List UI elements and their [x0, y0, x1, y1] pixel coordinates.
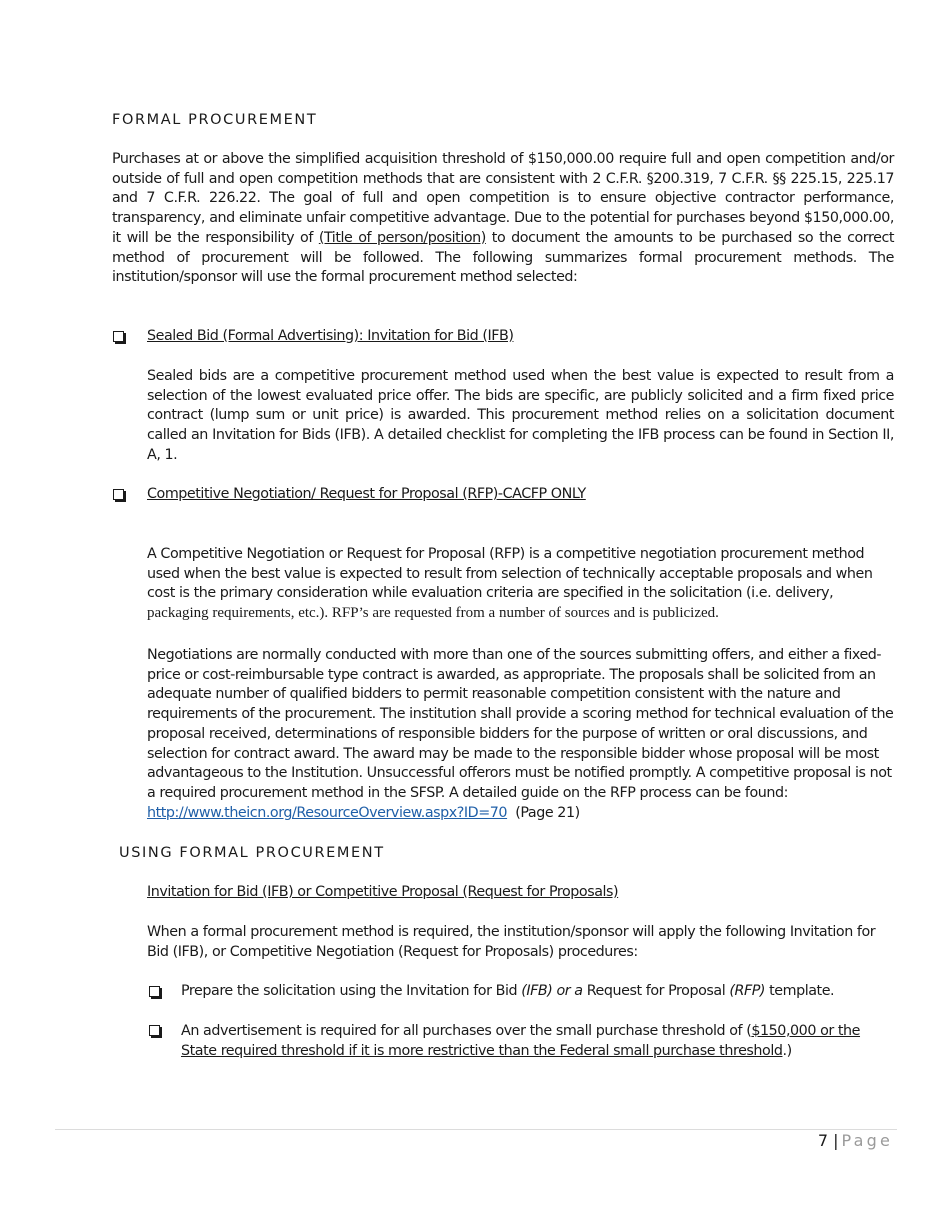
checkbox-icon[interactable]	[113, 331, 124, 342]
page-number: 7	[817, 1131, 830, 1150]
item2-text-c: .)	[782, 1042, 792, 1059]
intro-text-1: Purchases at or above the simplified acquisition threshold of $150,000.00 require full and open competition and/or outside of full and open competition methods that are consistent with 2 C.F.R. §200.319, 7 C.F.R. §§ 225.15, 225.17 and 7 C.F.R. 226.22. The goal of full and open competition is to ensure objective contractor performance, transparency, and eliminate unfair competitive advantage. Due to the potential for purchases beyond $150,000.00, it will be the responsibility of	[112, 151, 894, 246]
procedures-intro: When a formal procurement method is required, the institution/sponsor will apply the following Invitation for Bid (IFB), or Competitive Negotiation (Request for Proposals) procedures:	[147, 924, 876, 960]
item2-threshold-text: $150,000 or the State required threshold if it is more restrictive than the Federal small purchase threshold	[181, 1023, 861, 1059]
page-label: Page	[841, 1131, 893, 1150]
rfp-text-2: packaging requirements, etc.). RFP’s are requested from a number of sources and is publicized.	[147, 605, 719, 622]
item1-text-b: (IFB) or a	[521, 983, 583, 999]
rfp-paragraph-1	[147, 545, 892, 624]
item1-text-e: template.	[765, 983, 835, 999]
ifb-rfp-subtitle: Invitation for Bid (IFB) or Competitive Proposal (Request for Proposals)	[147, 884, 619, 900]
item1-text-a: Prepare the solicitation using the Invitation for Bid	[181, 983, 522, 999]
competitive-negotiation-title: Competitive Negotiation/ Request for Proposal (RFP)-CACFP ONLY	[147, 486, 586, 502]
procedure-item-1	[181, 982, 896, 1002]
section-heading-using-formal-procurement: USING FORMAL PROCUREMENT	[119, 845, 385, 861]
icn-resource-link[interactable]: http://www.theicn.org/ResourceOverview.aspx?ID=70	[147, 804, 508, 821]
checkbox-icon[interactable]	[149, 1025, 160, 1036]
footer-divider	[55, 1129, 897, 1130]
sealed-bid-title: Sealed Bid (Formal Advertising): Invitation for Bid (IFB)	[147, 328, 514, 344]
procedure-item-2	[181, 1022, 896, 1061]
rfp-paragraph-2	[147, 646, 895, 823]
footer-separator: |	[833, 1131, 840, 1150]
item1-text-d: (RFP)	[729, 983, 766, 999]
page-footer	[818, 1131, 893, 1150]
rfp-text-3: Negotiations are normally conducted with more than one of the sources submitting offers, and either a fixed-price or cost-reimbursable type contract is awarded, as appropriate. The proposals shall be solicited from an adequate number of qualified bidders to permit reasonable competition consistent with the nature and requirements of the procurement. The institution shall provide a scoring method for technical evaluation of the proposal received, determinations of responsible bidders for the purpose of written or oral discussions, and selection for contract award. The award may be made to the responsible bidder whose proposal will be most advantageous to the Institution. Unsuccessful offerors must be notified promptly. A competitive proposal is not a required procurement method in the SFSP. A detailed guide on the RFP process can be found:	[147, 647, 894, 801]
checkbox-icon[interactable]	[149, 986, 160, 997]
section-heading-formal-procurement: FORMAL PROCUREMENT	[112, 112, 318, 128]
sealed-bid-paragraph: Sealed bids are a competitive procurement method used when the best value is expected to result from a selection of the lowest evaluated price offer. The bids are specific, are publicly solicited and a firm fixed price contract (lump sum or unit price) is awarded. This procurement method relies on a solicitation document called an Invitation for Bids (IFB). A detailed checklist for completing the IFB process can be found in Section II, A, 1.	[147, 368, 894, 463]
item1-text-c: Request for Proposal	[582, 983, 730, 999]
checkbox-icon[interactable]	[113, 489, 124, 500]
title-placeholder: (Title of person/position)	[318, 229, 486, 246]
intro-paragraph	[112, 150, 894, 288]
item2-text-a: An advertisement is required for all purchases over the small purchase threshold of (	[181, 1023, 752, 1039]
page-reference: (Page 21)	[507, 804, 580, 821]
intro-text-2: to document the amounts to be purchased so the correct method of procurement will be followed. The following summarizes formal procurement methods. The institution/sponsor will use the formal procurement method selected:	[112, 229, 895, 286]
rfp-text-1: A Competitive Negotiation or Request for Proposal (RFP) is a competitive negotiation procurement method used when the best value is expected to result from selection of technically acceptable proposals and when cost is the primary consideration while evaluation criteria are specified in the solicitation (i.e. delivery,	[147, 546, 873, 602]
